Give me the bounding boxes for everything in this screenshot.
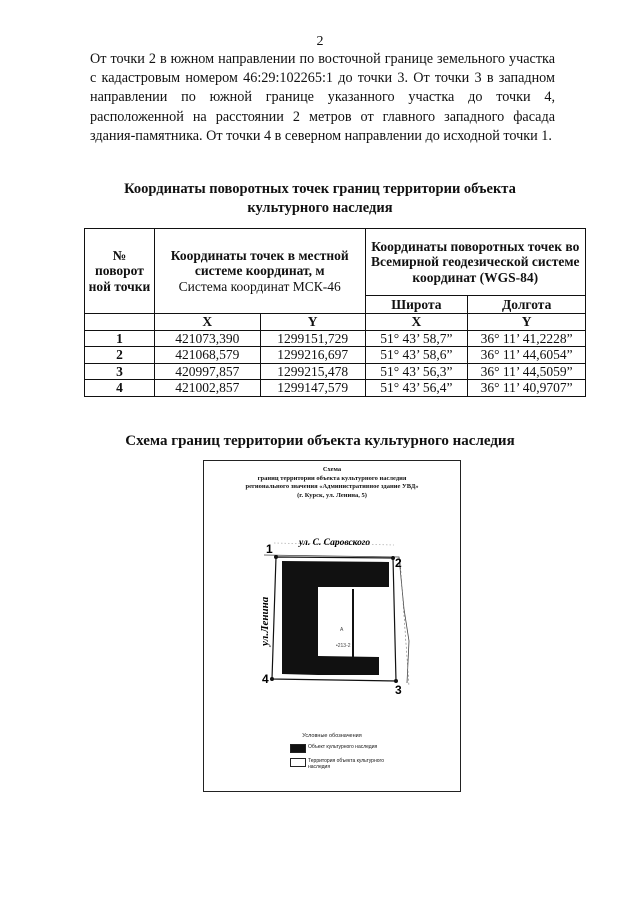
legend-swatch-territory (290, 758, 306, 767)
cell-x: 420997,857 (154, 363, 260, 380)
heritage-building-inner-wall (352, 589, 354, 659)
table-title (0, 180, 640, 218)
header-wgs-coords: Координаты поворотных точек во Всемирной геодезической системе координат (WGS-84) (365, 229, 585, 296)
legend-title: Условные обозначения (302, 733, 362, 739)
header-x-wgs: X (365, 314, 468, 331)
cell-lat: 51° 43’ 58,7” (365, 330, 468, 347)
table-title-line2: культурного наследия (247, 200, 393, 216)
cell-num: 1 (85, 330, 155, 347)
cell-y: 1299147,579 (260, 380, 365, 397)
cell-num: 3 (85, 363, 155, 380)
intro-paragraph: От точки 2 в южном направлении по восточной границе земельного участка с кадастровым номером 46:29:102265:1 до точки 3. От точки 3 в западном направлении по южной границе указанного участка до точки 4, расположенной на расстоянии 2 метров от главного западного фасада здания-памятника. От точки 4 в северном направлении до исходной точки 1. (90, 51, 555, 144)
cell-lon: 36° 11’ 44,6054” (468, 347, 586, 364)
map-code: •213-2 (336, 643, 351, 649)
header-empty (85, 314, 155, 331)
header-y-local: Y (260, 314, 365, 331)
point-marker-4 (270, 677, 274, 681)
cell-num: 2 (85, 347, 155, 364)
scheme-header-line4: (г. Курск, ул. Ленина, 5) (297, 491, 367, 499)
cell-lon: 36° 11’ 44,5059” (468, 363, 586, 380)
map-drawing (204, 461, 460, 791)
cell-lon: 36° 11’ 40,9707” (468, 380, 586, 397)
point-label-3: 3 (395, 683, 402, 697)
map-letter: А (340, 627, 344, 633)
cell-x: 421002,857 (154, 380, 260, 397)
cell-lon: 36° 11’ 41,2228” (468, 330, 586, 347)
point-label-4: 4 (262, 672, 269, 686)
legend-label-territory: Территория объекта культурного наследия (308, 758, 384, 770)
cell-lat: 51° 43’ 58,6” (365, 347, 468, 364)
legend-swatch-heritage (290, 744, 306, 753)
scheme-header-line3: регионального значения «Административное здание УВД» (245, 483, 419, 490)
header-local-title: Координаты точек в местной системе координат, м (170, 247, 349, 279)
scheme-header-title: Схема (322, 466, 342, 473)
scheme-header-line2: границ территории объекта культурного наследия (257, 474, 407, 482)
cell-y: 1299215,478 (260, 363, 365, 380)
cell-y: 1299151,729 (260, 330, 365, 347)
header-x-local: X (154, 314, 260, 331)
table-title-line1: Координаты поворотных точек границ территории объекта (124, 181, 516, 197)
street-label-left: ул.Ленина (259, 596, 271, 646)
table-row (85, 363, 586, 380)
scheme-title: Схема границ территории объекта культурного наследия (125, 433, 515, 449)
header-local-system: Система координат МСК-46 (178, 278, 341, 294)
header-longitude: Долгота (468, 296, 586, 314)
header-point-number: № поворот ной точки (85, 229, 155, 314)
street-label-top: ул. С. Саровского (299, 538, 371, 548)
cell-x: 421068,579 (154, 347, 260, 364)
cell-num: 4 (85, 380, 155, 397)
header-local-coords (154, 229, 365, 314)
coordinates-table (84, 228, 586, 397)
point-label-1: 1 (266, 542, 273, 556)
table-row (85, 330, 586, 347)
table-row (85, 380, 586, 397)
cell-y: 1299216,697 (260, 347, 365, 364)
page-number: 2 (316, 34, 324, 49)
cell-x: 421073,390 (154, 330, 260, 347)
cell-lat: 51° 43’ 56,3” (365, 363, 468, 380)
heritage-building-south-wing (318, 656, 379, 675)
point-label-2: 2 (395, 556, 402, 570)
table-row (85, 347, 586, 364)
point-marker-1 (274, 555, 278, 559)
header-latitude: Широта (365, 296, 468, 314)
header-y-wgs: Y (468, 314, 586, 331)
legend-label-heritage: Объект культурного наследия (308, 744, 378, 750)
scheme-map (203, 460, 461, 792)
cell-lat: 51° 43’ 56,4” (365, 380, 468, 397)
